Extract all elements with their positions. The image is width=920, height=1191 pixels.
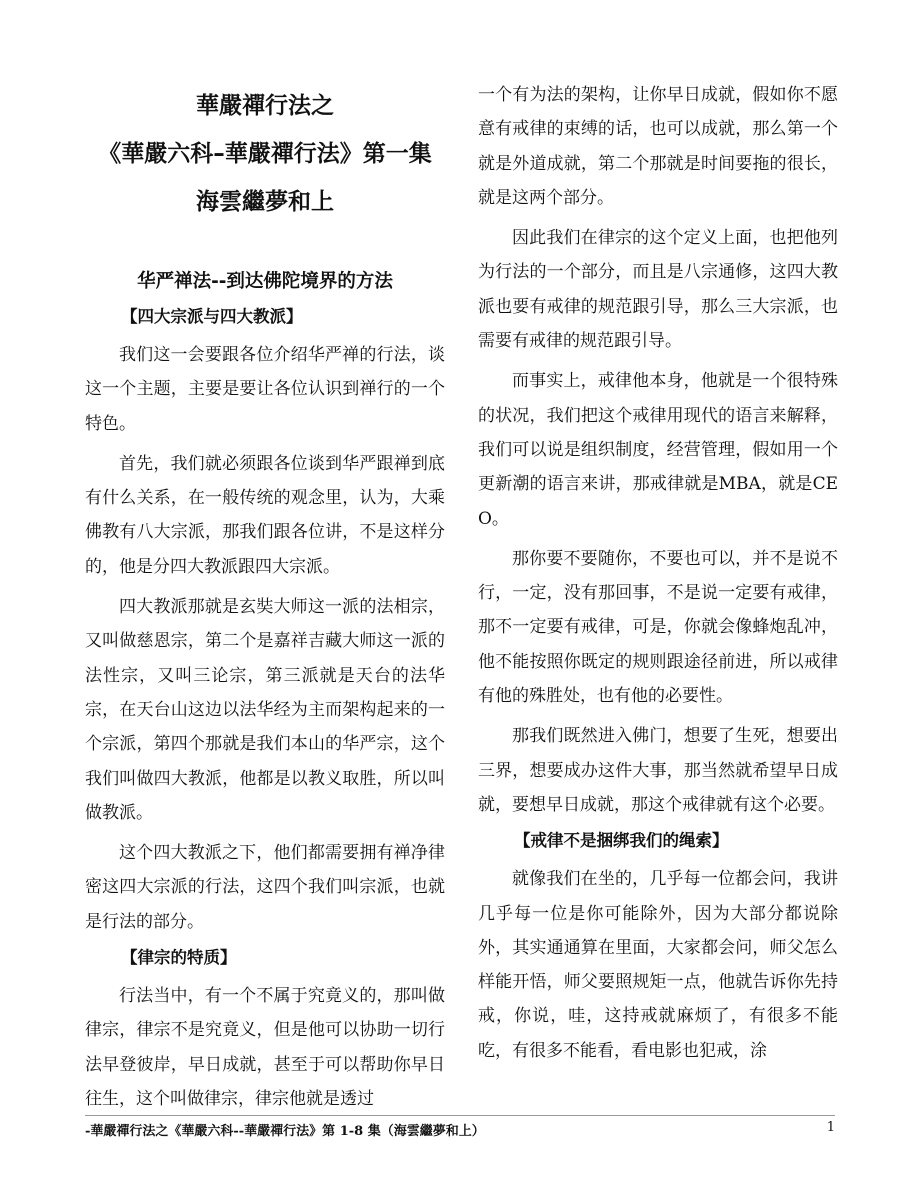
paragraph: 行法当中，有一个不属于究竟义的，那叫做律宗，律宗不是究竟义，但是他可以协助一切行法早登彼岸，早日成就，甚至于可以帮助你早日往生，这个叫做律宗，律宗他就是透过 [85, 986, 445, 1109]
title-line-1: 華嚴禪行法之 [196, 93, 334, 119]
paragraph: 而事实上，戒律他本身，他就是一个很特殊的状况，我们把这个戒律用现代的语言来解释，我们可以说是组织制度，经营管理，假如用一个更新潮的语言来讲，那戒律就是MBA，就是CEO。 [478, 371, 838, 529]
section-heading: 华严禅法--到达佛陀境界的方法 [137, 271, 393, 292]
footer-text: -華嚴禪行法之《華嚴六科--華嚴禪行法》第 1-8 集（海雲繼夢和上） [85, 1124, 485, 1139]
paragraph: 因此我们在律宗的这个定义上面，也把他列为行法的一个部分，而且是八宗通修，这四大教派也要有戒律的规范跟引导，那么三大宗派，也需要有戒律的规范跟引导。 [478, 228, 838, 352]
paragraph: 那我们既然进入佛门，想要了生死，想要出三界，想要成办这件大事，那当然就希望早日成就，要想早日成就，那这个戒律就有这个必要。 [478, 726, 838, 815]
paragraph: 首先，我们就必须跟各位谈到华严跟禅到底有什么关系，在一般传统的观念里，认为，大乘佛教有八大宗派，那我们跟各位讲，不是这样分的，他是分四大教派跟四大宗派。 [85, 453, 445, 577]
paragraph: 四大教派那就是玄奘大师这一派的法相宗，又叫做慈恩宗，第二个是嘉祥吉藏大师这一派的法性宗，又叫三论宗，第三派就是天台的法华宗，在天台山这边以法华经为主而架构起来的一个宗派，第四个那就是我们本山的华严宗，这个我们叫做四大教派，他都是以教义取胜，所以叫做教派。 [85, 597, 445, 823]
subheading-precepts: 【戒律不是捆绑我们的绳索】 [514, 831, 729, 851]
right-column [478, 78, 838, 1074]
left-column [85, 70, 445, 1122]
paragraph: 这个四大教派之下，他们都需要拥有禅净律密这四大宗派的行法，这四个我们叫宗派，也就是行法的部分。 [85, 843, 445, 932]
paragraph-continued: 一个有为法的架构，让你早日成就，假如你不愿意有戒律的束缚的话，也可以成就，那么第一个就是外道成就，第二个那就是时间要拖的很长，就是这两个部分。 [478, 85, 838, 208]
page-footer [85, 1115, 835, 1139]
title-line-3: 海雲繼夢和上 [196, 189, 334, 215]
paragraph: 我们这一会要跟各位介绍华严禅的行法，谈这一个主题，主要是要让各位认识到禅行的一个特色。 [85, 345, 445, 434]
subheading-four-schools: 【四大宗派与四大教派】 [121, 307, 303, 326]
title-line-2: 《華嚴六科–華嚴禪行法》第一集 [98, 141, 432, 167]
paragraph: 就像我们在坐的，几乎每一位都会问，我讲几乎每一位是你可能除外，因为大部分都说除外，其实通通算在里面，大家都会问，师父怎么样能开悟，师父要照规矩一点，他就告诉你先持戒，你说，哇，这持戒就麻烦了，有很多不能吃，有很多不能看，看电影也犯戒，涂 [478, 869, 838, 1061]
page-number: 1 [826, 1120, 835, 1135]
paragraph: 那你要不要随你，不要也可以，并不是说不行，一定，没有那回事，不是说一定要有戒律，那不一定要有戒律，可是，你就会像蜂炮乱冲，他不能按照你既定的规则跟途径前进，所以戒律有他的殊胜处，也有他的必要性。 [478, 548, 838, 707]
document-title [85, 82, 445, 226]
subheading-vinaya-school: 【律宗的特质】 [121, 948, 237, 968]
